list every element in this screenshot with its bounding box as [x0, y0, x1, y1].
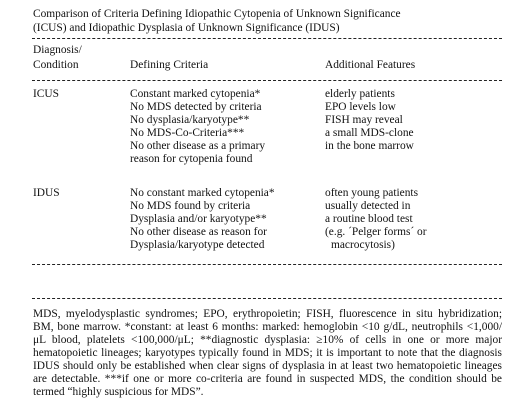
caption-line-2: (ICUS) and Idiopathic Dysplasia of Unknown Significance (IDUS): [33, 22, 340, 34]
criteria-line: Dysplasia/karyotype detected: [130, 239, 265, 251]
row-features-icus: [325, 88, 414, 153]
criteria-line: No MDS detected by criteria: [130, 101, 262, 113]
criteria-line: reason for cytopenia found: [130, 153, 253, 165]
criteria-line: No other disease as a primary: [130, 140, 266, 152]
criteria-line: Constant marked cytopenia*: [130, 88, 261, 100]
header-diagnosis-line-2: Condition: [33, 59, 79, 71]
top-rule: [32, 38, 502, 39]
row-condition-icus: ICUS: [33, 88, 59, 100]
header-additional-features: Additional Features: [325, 59, 416, 71]
feature-line: EPO levels low: [325, 101, 396, 113]
row-criteria-icus: [130, 88, 265, 166]
criteria-line: No MDS found by criteria: [130, 200, 251, 212]
feature-line: often young patients: [325, 187, 419, 199]
criteria-line: No MDS-Co-Criteria***: [130, 127, 245, 139]
feature-line: FISH may reveal: [325, 114, 403, 126]
criteria-line: No other disease as reason for: [130, 226, 267, 238]
header-diagnosis-line-1: Diagnosis/: [33, 44, 82, 56]
feature-line: a routine blood test: [325, 213, 413, 225]
table-footnote: MDS, myelodysplastic syndromes; EPO, erythropoietin; FISH, fluorescence in situ hybridization; BM, bone marrow. *constant: at least 6 months: marked: hemoglobin <10 g/dL, neutrophils <1,000/μL blood, platelets <100,000/μL; **diagnostic dysplasia: ≥10% of cells in one or more major hematopoietic lineages; karyotypes typically found in MDS; it is important to note that the diagnosis IDUS should only be established when clear signs of dysplasia in at least two hematopoietic lineages are detectable. ***if one or more co-criteria are found in suspected MDS, the condition should be termed “highly suspicious for MDS”.: [33, 308, 502, 398]
criteria-line: No dysplasia/karyotype**: [130, 114, 250, 126]
criteria-line: No constant marked cytopenia*: [130, 187, 275, 199]
feature-line: usually detected in: [325, 200, 411, 212]
feature-line: in the bone marrow: [325, 140, 414, 152]
row-condition-idus: IDUS: [33, 187, 60, 199]
feature-line: (e.g. ´Pelger forms´ or: [325, 226, 427, 238]
bottom-rule: [32, 264, 502, 265]
row-features-idus: [325, 187, 427, 252]
criteria-line: Dysplasia and/or karyotype**: [130, 213, 267, 225]
row-criteria-idus: [130, 187, 275, 252]
header-defining-criteria: Defining Criteria: [130, 59, 209, 71]
feature-line: elderly patients: [325, 88, 395, 100]
header-diagnosis: [33, 44, 82, 74]
feature-line: a small MDS-clone: [325, 127, 414, 139]
header-rule: [32, 80, 502, 81]
footnote-rule: [32, 298, 502, 299]
feature-line: macrocytosis): [331, 239, 395, 251]
caption-line-1: Comparison of Criteria Defining Idiopathic Cytopenia of Unknown Significance: [33, 8, 401, 20]
table-caption: [33, 8, 503, 36]
